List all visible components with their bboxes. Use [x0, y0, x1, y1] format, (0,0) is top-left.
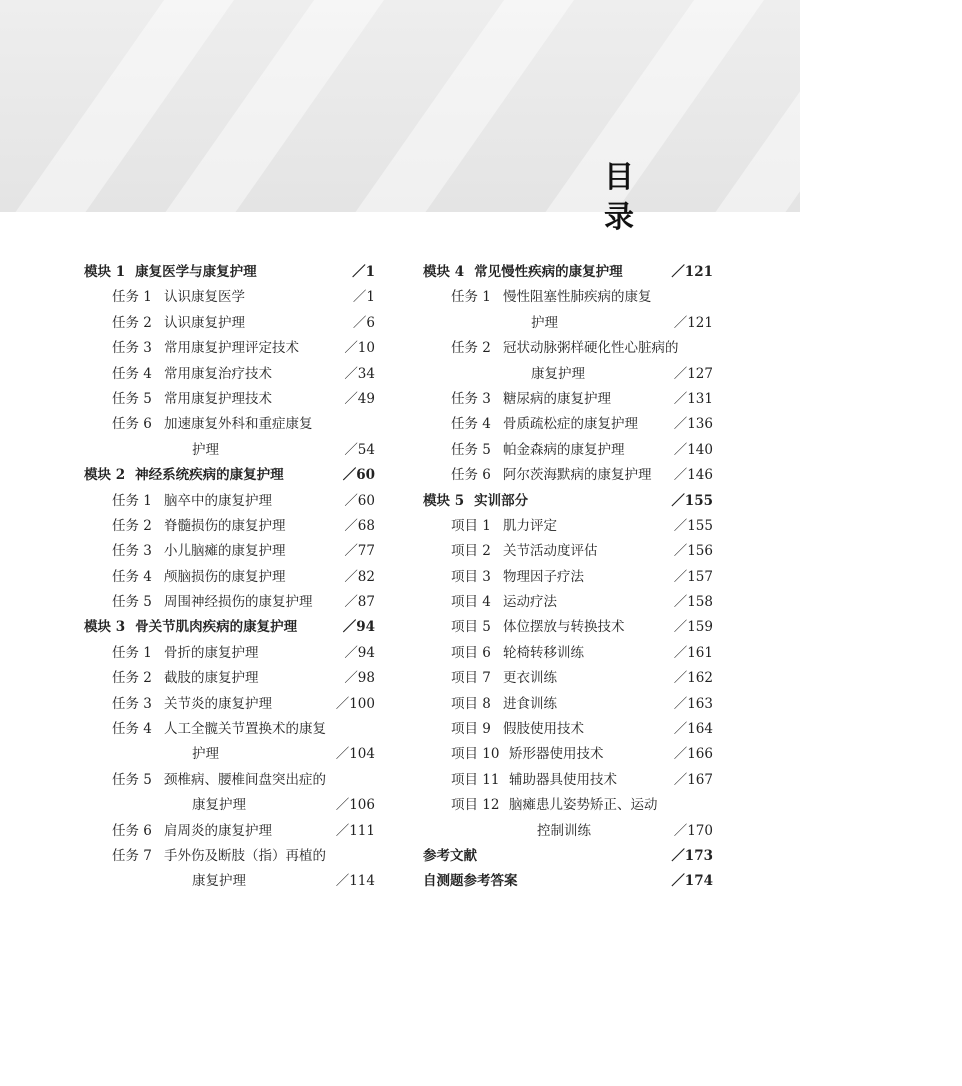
toc-entry[interactable] — [84, 615, 375, 640]
toc-entry-line — [112, 793, 375, 818]
toc-entry-number: 任务 3 — [112, 695, 152, 712]
toc-right-column — [423, 260, 713, 895]
toc-entry-text — [112, 539, 286, 564]
toc-entry-text — [423, 489, 528, 514]
toc-entry-number: 任务 5 — [112, 390, 152, 407]
toc-page-number: ／106 — [335, 797, 375, 814]
toc-entry-title: 认识康复护理 — [164, 314, 245, 331]
toc-entry-line — [112, 489, 375, 514]
toc-entry-number: 项目 3 — [451, 568, 491, 585]
toc-entry-number: 模块 4 — [423, 264, 465, 280]
toc-entry-line — [112, 590, 375, 615]
toc-page-number: ／155 — [671, 492, 713, 509]
toc-entry-line — [84, 463, 375, 488]
toc-page-number: ／159 — [673, 619, 713, 636]
toc-entry-line — [112, 362, 375, 387]
toc-entry-text — [451, 590, 557, 615]
toc-entry-text — [192, 742, 219, 767]
toc-entry-number: 项目 4 — [451, 594, 491, 611]
toc-page-number: ／6 — [352, 314, 375, 331]
toc-entry-text — [112, 844, 326, 869]
toc-entry-number: 项目 7 — [451, 670, 491, 687]
toc-entry-line — [451, 311, 713, 336]
toc-page-number: ／1 — [352, 264, 375, 280]
toc-page-number: ／155 — [673, 517, 713, 534]
toc-entry-title: 小儿脑瘫的康复护理 — [164, 543, 286, 560]
toc-page-number: ／1 — [352, 289, 375, 306]
toc-entry-number: 任务 4 — [112, 365, 152, 382]
toc-entry-number: 项目 2 — [451, 543, 491, 560]
toc-entry-line — [451, 463, 713, 488]
toc-entry-text — [112, 412, 313, 437]
toc-entry[interactable] — [84, 666, 375, 691]
toc-entry-title: 关节活动度评估 — [503, 543, 598, 560]
toc-entry-text — [423, 869, 518, 894]
toc-entry-line — [451, 387, 713, 412]
toc-entry[interactable] — [84, 489, 375, 514]
toc-entry-line — [112, 336, 375, 361]
toc-entry-title: 控制训练 — [537, 822, 591, 839]
toc-entry-text — [112, 819, 272, 844]
toc-entry-number: 模块 5 — [423, 492, 465, 509]
toc-entry-title: 常用康复治疗技术 — [164, 365, 272, 382]
toc-entry[interactable] — [423, 489, 713, 514]
toc-entry-line — [451, 336, 713, 361]
toc-page-number: ／94 — [342, 619, 375, 636]
toc-page-number: ／162 — [673, 670, 713, 687]
toc-entry-line — [112, 311, 375, 336]
toc-entry-text — [112, 666, 259, 691]
toc-entry-title: 骨关节肌肉疾病的康复护理 — [135, 619, 298, 636]
toc-entry-text — [451, 666, 557, 691]
toc-entry-line — [451, 742, 713, 767]
toc-page-number: ／174 — [671, 873, 713, 890]
toc-entry[interactable] — [423, 793, 713, 844]
toc-entry-line — [112, 717, 375, 742]
toc-entry-line — [451, 539, 713, 564]
toc-page-number: ／140 — [673, 441, 713, 458]
toc-page-number: ／111 — [335, 822, 375, 839]
toc-entry-line — [112, 844, 375, 869]
toc-entry[interactable] — [84, 717, 375, 768]
toc-page-number: ／146 — [673, 467, 713, 484]
toc-entry-number: 项目 10 — [451, 746, 500, 763]
toc-entry[interactable] — [423, 285, 713, 336]
toc-page-number: ／166 — [673, 746, 713, 763]
toc-page-number: ／82 — [344, 568, 375, 585]
toc-entry[interactable] — [423, 768, 713, 793]
toc-entry-text — [112, 387, 272, 412]
toc-entry-title: 常用康复护理技术 — [164, 390, 272, 407]
toc-entry-number: 模块 1 — [84, 264, 126, 280]
toc-page-number: ／114 — [335, 873, 375, 890]
toc-entry-number: 任务 3 — [451, 390, 491, 407]
toc-page-number: ／167 — [673, 771, 713, 788]
toc-entry-text — [451, 565, 584, 590]
toc-entry-text — [112, 590, 313, 615]
toc-entry-title: 骨折的康复护理 — [164, 644, 259, 661]
toc-entry-text — [451, 336, 679, 361]
toc-entry-text — [112, 311, 245, 336]
toc-page-number: ／173 — [671, 847, 713, 864]
toc-entry-number: 任务 1 — [112, 289, 152, 306]
toc-entry-number: 任务 6 — [112, 416, 152, 433]
toc-page-number: ／163 — [673, 695, 713, 712]
toc-page-number: ／131 — [673, 390, 713, 407]
toc-entry-title: 矫形器使用技术 — [509, 746, 604, 763]
toc-entry-line — [112, 692, 375, 717]
toc-entry-text — [112, 717, 326, 742]
toc-page-number: ／49 — [344, 390, 375, 407]
toc-entry-title: 阿尔茨海默病的康复护理 — [503, 467, 652, 484]
toc-entry-line — [451, 768, 713, 793]
toc-entry-line — [423, 869, 713, 894]
toc-entry-title: 帕金森病的康复护理 — [503, 441, 625, 458]
toc-entry-number: 任务 1 — [451, 289, 491, 306]
toc-entry-text — [112, 565, 286, 590]
toc-entry-line — [112, 768, 375, 793]
toc-entry-text — [423, 844, 477, 869]
toc-entry-number: 任务 2 — [112, 314, 152, 331]
toc-entry-line — [112, 514, 375, 539]
toc-entry-number: 任务 7 — [112, 847, 152, 864]
toc-entry[interactable] — [423, 869, 713, 894]
toc-entry[interactable] — [423, 412, 713, 437]
toc-entry-line — [112, 539, 375, 564]
toc-page-number: ／54 — [344, 441, 375, 458]
toc-entry[interactable] — [84, 514, 375, 539]
toc-left-column — [84, 260, 375, 895]
toc-page-number: ／100 — [335, 695, 375, 712]
toc-entry-text — [451, 717, 584, 742]
toc-entry-title: 康复护理 — [192, 873, 246, 890]
toc-entry[interactable] — [84, 692, 375, 717]
page-title: 目 录 — [604, 160, 680, 235]
toc-entry-title: 实训部分 — [474, 492, 529, 509]
toc-entry-text — [451, 539, 598, 564]
toc-entry-text — [531, 311, 558, 336]
toc-entry-text — [84, 615, 297, 640]
toc-entry-number: 任务 4 — [451, 416, 491, 433]
toc-entry[interactable] — [84, 260, 375, 285]
toc-entry-title: 康复护理 — [531, 365, 585, 382]
toc-entry-text — [112, 336, 299, 361]
toc-entry-title: 参考文献 — [423, 847, 477, 864]
toc-entry-title: 颈椎病、腰椎间盘突出症的 — [164, 771, 326, 788]
toc-page-number: ／10 — [344, 340, 375, 357]
toc-entry-title: 关节炎的康复护理 — [164, 695, 272, 712]
toc-entry-title: 假肢使用技术 — [503, 721, 584, 738]
toc-entry-number: 任务 3 — [112, 543, 152, 560]
toc-entry-text — [192, 793, 246, 818]
toc-entry[interactable] — [84, 768, 375, 819]
toc-entry[interactable] — [84, 590, 375, 615]
toc-page-number: ／60 — [344, 492, 375, 509]
toc-entry-number: 任务 1 — [112, 644, 152, 661]
toc-entry-number: 项目 12 — [451, 797, 500, 814]
toc-entry-text — [451, 463, 652, 488]
toc-entry-text — [451, 514, 557, 539]
toc-entry-number: 任务 2 — [112, 517, 152, 534]
toc-entry-text — [451, 412, 638, 437]
toc-entry-line — [451, 362, 713, 387]
toc-entry-line — [112, 565, 375, 590]
toc-entry-title: 脑瘫患儿姿势矫正、运动 — [509, 797, 658, 814]
toc-entry[interactable] — [84, 539, 375, 564]
toc-entry-title: 体位摆放与转换技术 — [503, 619, 625, 636]
toc-entry-line — [451, 793, 713, 818]
header-banner — [0, 0, 800, 235]
toc-entry-text — [112, 285, 245, 310]
toc-entry-title: 截肢的康复护理 — [164, 670, 259, 687]
toc-entry[interactable] — [423, 336, 713, 387]
toc-entry-line — [451, 641, 713, 666]
toc-entry-title: 肌力评定 — [503, 517, 557, 534]
toc-entry-title: 轮椅转移训练 — [503, 644, 584, 661]
toc-entry-title: 脑卒中的康复护理 — [164, 492, 272, 509]
toc-entry-line — [112, 641, 375, 666]
toc-entry-title: 肩周炎的康复护理 — [164, 822, 272, 839]
toc-entry-title: 手外伤及断肢（指）再植的 — [164, 847, 326, 864]
toc-entry-line — [112, 387, 375, 412]
toc-entry[interactable] — [84, 362, 375, 387]
toc-entry-line — [112, 285, 375, 310]
toc-entry[interactable] — [84, 285, 375, 310]
toc-entry-text — [84, 463, 284, 488]
toc-entry-title: 冠状动脉粥样硬化性心脏病的 — [503, 340, 679, 357]
toc-entry-title: 糖尿病的康复护理 — [503, 390, 611, 407]
toc-entry-line — [451, 565, 713, 590]
toc-entry[interactable] — [84, 311, 375, 336]
toc-page-number: ／136 — [673, 416, 713, 433]
toc-entry-line — [84, 260, 375, 285]
toc-entry-text — [451, 285, 652, 310]
toc-entry-title: 护理 — [192, 441, 219, 458]
toc-page-number: ／98 — [344, 670, 375, 687]
toc-entry[interactable] — [84, 336, 375, 361]
toc-entry-text — [112, 489, 272, 514]
toc-entry-text — [451, 438, 625, 463]
toc-entry-text — [451, 615, 625, 640]
toc-entry-title: 人工全髋关节置换术的康复 — [164, 721, 326, 738]
toc-entry[interactable] — [84, 641, 375, 666]
toc-entry-number: 任务 4 — [112, 568, 152, 585]
toc-entry-number: 任务 2 — [451, 340, 491, 357]
toc-entry-number: 模块 3 — [84, 619, 126, 636]
toc-page-number: ／77 — [344, 543, 375, 560]
toc-entry-text — [451, 641, 584, 666]
toc-entry-text — [112, 692, 272, 717]
toc-entry[interactable] — [84, 844, 375, 895]
toc-page-number: ／164 — [673, 721, 713, 738]
toc-entry-line — [112, 742, 375, 767]
toc-page-number: ／157 — [673, 568, 713, 585]
toc-page-number: ／161 — [673, 644, 713, 661]
toc-page-number: ／121 — [671, 264, 713, 280]
toc-entry-line — [451, 285, 713, 310]
toc-entry-text — [451, 387, 611, 412]
toc-entry[interactable] — [84, 387, 375, 412]
toc-entry-line — [451, 438, 713, 463]
toc-entry[interactable] — [423, 387, 713, 412]
toc-entry-number: 任务 1 — [112, 492, 152, 509]
toc-entry-number: 项目 11 — [451, 771, 500, 788]
toc-entry-title: 康复医学与康复护理 — [135, 264, 257, 280]
toc-entry[interactable] — [423, 641, 713, 666]
toc-entry-number: 项目 8 — [451, 695, 491, 712]
toc-entry-title: 自测题参考答案 — [423, 873, 518, 890]
toc-page-number: ／121 — [673, 314, 713, 331]
toc-entry-title: 辅助器具使用技术 — [509, 771, 617, 788]
toc-entry-number: 任务 5 — [112, 771, 152, 788]
toc-page-number: ／68 — [344, 517, 375, 534]
toc-entry-line — [451, 615, 713, 640]
toc-entry-number: 任务 3 — [112, 340, 152, 357]
toc-entry[interactable] — [84, 819, 375, 844]
toc-entry[interactable] — [423, 260, 713, 285]
toc-entry-title: 颅脑损伤的康复护理 — [164, 568, 286, 585]
toc-entry-title: 周围神经损伤的康复护理 — [164, 594, 313, 611]
toc-entry-title: 康复护理 — [192, 797, 246, 814]
toc-entry[interactable] — [423, 742, 713, 767]
toc-entry[interactable] — [423, 666, 713, 691]
toc-entry[interactable] — [84, 565, 375, 590]
toc-entry-line — [423, 489, 713, 514]
toc-entry-text — [451, 742, 604, 767]
toc-entry-text — [451, 793, 658, 818]
toc-entry-text — [451, 692, 557, 717]
toc-entry-text — [112, 641, 259, 666]
toc-entry-line — [112, 412, 375, 437]
toc-entry-title: 常见慢性疾病的康复护理 — [474, 264, 623, 280]
toc-entry-title: 护理 — [531, 314, 558, 331]
toc-entry-number: 项目 5 — [451, 619, 491, 636]
toc-entry[interactable] — [423, 590, 713, 615]
toc-entry-line — [423, 260, 713, 285]
toc-entry-line — [451, 412, 713, 437]
toc-entry-number: 任务 6 — [112, 822, 152, 839]
toc-entry-title: 运动疗法 — [503, 594, 557, 611]
toc-entry-text — [112, 362, 272, 387]
toc-entry-line — [451, 590, 713, 615]
toc-entry-line — [423, 844, 713, 869]
toc-entry-line — [84, 615, 375, 640]
toc-entry-line — [451, 717, 713, 742]
toc-entry-title: 脊髓损伤的康复护理 — [164, 517, 286, 534]
toc-entry[interactable] — [423, 463, 713, 488]
toc-entry-title: 常用康复护理评定技术 — [164, 340, 299, 357]
toc-entry-title: 加速康复外科和重症康复 — [164, 416, 313, 433]
toc-entry-title: 慢性阻塞性肺疾病的康复 — [503, 289, 652, 306]
toc-entry-title: 骨质疏松症的康复护理 — [503, 416, 638, 433]
toc-entry[interactable] — [84, 463, 375, 488]
toc-entry[interactable] — [423, 565, 713, 590]
toc-entry-text — [423, 260, 623, 285]
toc-entry-number: 项目 6 — [451, 644, 491, 661]
toc-entry[interactable] — [423, 717, 713, 742]
toc-entry-title: 物理因子疗法 — [503, 568, 584, 585]
toc-entry-title: 护理 — [192, 746, 219, 763]
toc-entry-line — [451, 666, 713, 691]
toc-entry[interactable] — [423, 539, 713, 564]
toc-entry[interactable] — [423, 615, 713, 640]
toc-entry-number: 任务 2 — [112, 670, 152, 687]
toc-entry-text — [112, 768, 326, 793]
toc-page-number: ／60 — [342, 467, 375, 484]
toc-page-number: ／94 — [344, 644, 375, 661]
toc-entry-number: 任务 5 — [451, 441, 491, 458]
toc-entry-line — [451, 514, 713, 539]
toc-entry-text — [537, 819, 591, 844]
toc-entry[interactable] — [84, 412, 375, 463]
toc-entry-line — [112, 869, 375, 894]
toc-entry-text — [451, 768, 617, 793]
toc-entry-line — [112, 438, 375, 463]
toc-page-number: ／34 — [344, 365, 375, 382]
toc-entry-title: 进食训练 — [503, 695, 557, 712]
toc-entry-title: 更衣训练 — [503, 670, 557, 687]
toc-entry-line — [451, 819, 713, 844]
toc-entry-title: 认识康复医学 — [164, 289, 245, 306]
toc-page-number: ／158 — [673, 594, 713, 611]
toc-entry-text — [192, 438, 219, 463]
toc-page-number: ／104 — [335, 746, 375, 763]
toc-entry-number: 任务 6 — [451, 467, 491, 484]
toc-entry-line — [112, 666, 375, 691]
toc-entry-text — [112, 514, 286, 539]
toc-entry-number: 项目 1 — [451, 517, 491, 534]
toc-entry-text — [84, 260, 257, 285]
toc-page-number: ／127 — [673, 365, 713, 382]
toc-entry-text — [192, 869, 246, 894]
toc-page-number: ／156 — [673, 543, 713, 560]
toc-entry-number: 任务 5 — [112, 594, 152, 611]
toc-entry-number: 项目 9 — [451, 721, 491, 738]
toc-entry[interactable] — [423, 514, 713, 539]
toc-entry-number: 模块 2 — [84, 467, 126, 484]
toc-entry-text — [531, 362, 585, 387]
toc-entry[interactable] — [423, 844, 713, 869]
toc-entry-title: 神经系统疾病的康复护理 — [135, 467, 284, 484]
toc-page-number: ／87 — [344, 594, 375, 611]
toc-entry-line — [451, 692, 713, 717]
toc-entry-number: 任务 4 — [112, 721, 152, 738]
toc-entry-line — [112, 819, 375, 844]
toc-entry[interactable] — [423, 438, 713, 463]
toc-page-number: ／170 — [673, 822, 713, 839]
toc-entry[interactable] — [423, 692, 713, 717]
